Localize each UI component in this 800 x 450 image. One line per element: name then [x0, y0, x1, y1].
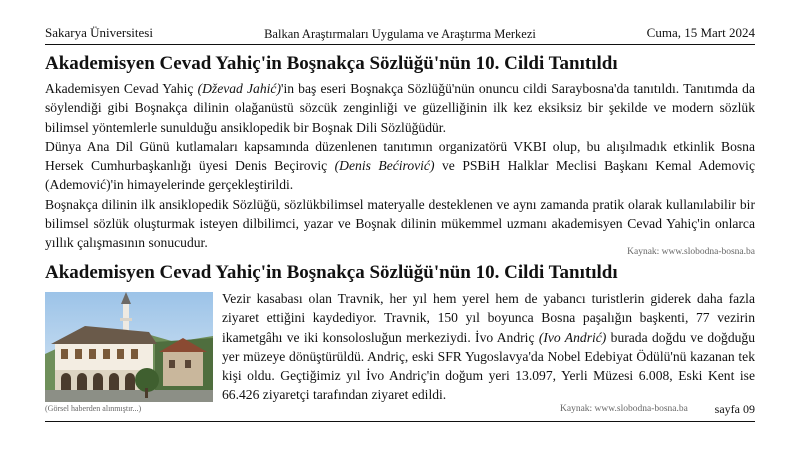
article2-body — [222, 289, 755, 405]
header-center-title: Balkan Araştırmaları Uygulama ve Araştırma Merkezi — [264, 27, 536, 41]
header-university: Sakarya Üniversitesi — [45, 25, 153, 40]
person-name-original: (Dževad Jahić) — [197, 81, 281, 96]
header-date: Cuma, 15 Mart 2024 — [646, 25, 755, 40]
article1-source: Kaynak: www.slobodna-bosna.ba — [627, 247, 755, 257]
footer-rule — [45, 421, 755, 422]
article1-paragraph-3: Boşnakça dilinin ilk ansiklopedik Sözlüğü, sözlükbilimsel materyalle desteklenen ve aynı zamanda pratik olarak kullanılabilir bir bilimsel sözlük oluşturmak isteyen dilbilimci, yazar ve Boşnak dilinin mükemmel uzmanı akademisyen Cevad Yahiç'in onlarca yıllık çalışmasının sonucudur. — [45, 196, 755, 251]
photo-caption: (Görsel haberden alınmıştır...) — [45, 404, 142, 413]
article1-title: Akademisyen Cevad Yahiç'in Boşnakça Sözlüğü'nün 10. Cildi Tanıtıldı — [45, 53, 618, 74]
page-number: sayfa 09 — [714, 402, 755, 416]
travnik-mosque-photo — [45, 292, 213, 402]
article2-source: Kaynak: www.slobodna-bosna.ba — [560, 404, 688, 414]
article2-title: Akademisyen Cevad Yahiç'in Boşnakça Sözlüğü'nün 10. Cildi Tanıtıldı — [45, 262, 618, 283]
article1-paragraph-2: Dünya Ana Dil Günü kutlamaları kapsamında düzenlenen tanıtımın organizatörü VKBI olup, bu alışılmadık etkinlik Bosna Hersek Cumhurbaşkanlığı üyesi Denis Beçiroviç (Denis Bećirović) ve PSBiH Halklar Meclisi Başkanı Kemal Ademoviç (Ademović)'in himayelerinde gerçekleştirildi. — [45, 138, 755, 193]
person-name-original: (Denis Bećirović) — [334, 158, 435, 174]
person-name-original: (Ivo Andrić) — [538, 329, 607, 345]
article1-paragraph-1: Akademisyen Cevad Yahiç (Dževad Jahić)'in baş eseri Boşnakça Sözlüğü'nün onuncu cildi Saraybosna'da tanıtıldı. Tanıtımda da söylendiği gibi Boşnakça dilinin olağanüstü sözcük zenginliği ve güzelliğinin ilk kez eksiksiz bir şekilde ve modern sözlük bilimsel yöntemlerle sunulduğu ansiklopedik bir Boşnak Dili Sözlüğüdür. — [45, 81, 755, 135]
page-header — [45, 25, 755, 45]
article2-paragraph: Vezir kasabası olan Travnik, her yıl hem yerel hem de yabancı turistlerin giderek daha fazla ziyaret ettiğini kaydediyor. Travnik, 150 yıl boyunca Bosna paşalığın başkenti, 77 vezirin ikametgâhı ve iki konsolosluğun merkeziydi. İvo Andriç (Ivo Andrić) burada doğdu ve doğduğu yer müzeye dönüştürüldü. Andriç, eski SFR Yugoslavya'da Nobel Edebiyat Ödülü'nü kazanan tek kişi oldu. Geçtiğimiz yıl İvo Andriç'in doğum yeri 13.097, Yerli Müzesi 6.008, Eski Kent ise 66.426 ziyaretçi tarafından ziyaret edildi. — [222, 291, 756, 403]
header-rule — [45, 44, 755, 45]
article1-body — [45, 79, 755, 253]
